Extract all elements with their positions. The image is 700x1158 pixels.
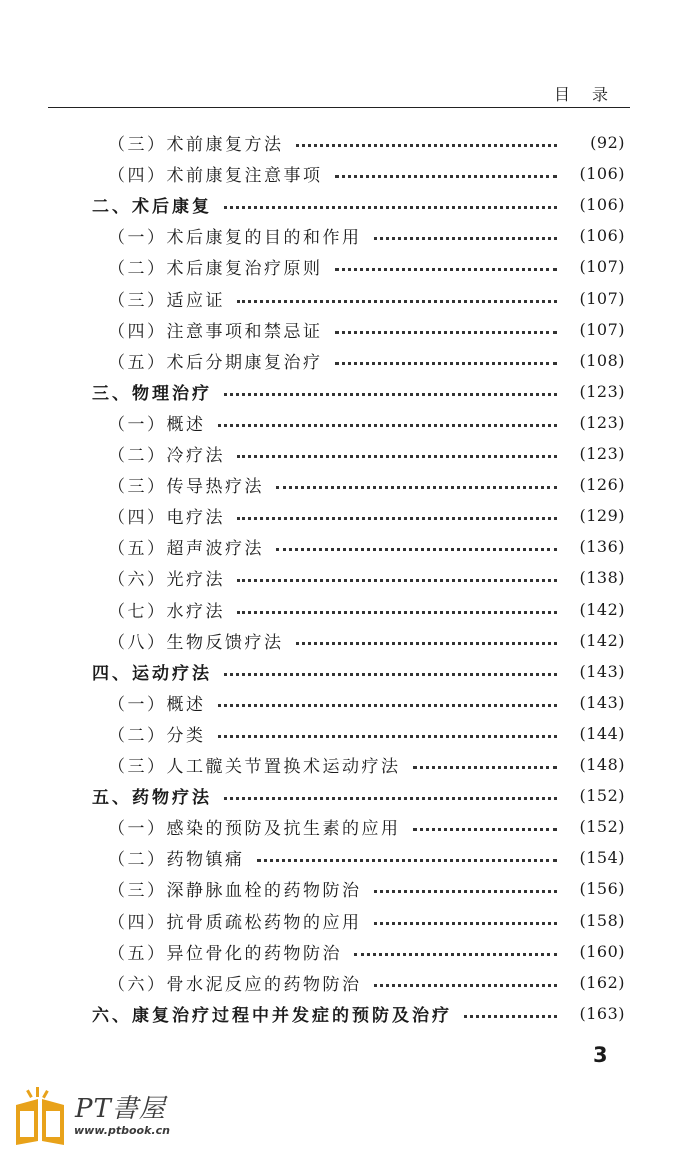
toc-entry-page: (106) xyxy=(579,164,625,184)
toc-entry xyxy=(0,842,700,873)
toc-entry xyxy=(0,936,700,967)
toc-entry xyxy=(0,345,700,376)
toc-entry xyxy=(0,531,700,562)
toc-entry-title: （四）注意事项和禁忌证 xyxy=(108,321,323,342)
toc-entry-title: 三、物理治疗 xyxy=(92,383,212,404)
toc-entry-page: (144) xyxy=(579,723,625,743)
dot-leader xyxy=(413,766,558,769)
toc-entry-title: （五）异位骨化的药物防治 xyxy=(108,943,342,964)
toc-entry-title: （二）冷疗法 xyxy=(108,446,225,466)
toc-entry xyxy=(0,687,700,718)
toc-entry xyxy=(0,220,700,251)
dot-leader xyxy=(374,984,558,987)
toc-entry-title: （三）深静脉血栓的药物防治 xyxy=(108,881,362,902)
dot-leader xyxy=(276,548,557,551)
dot-leader xyxy=(224,393,557,396)
dot-leader xyxy=(335,331,558,334)
toc-entry-page: (142) xyxy=(579,630,625,650)
toc-entry-title: （二）药物镇痛 xyxy=(108,850,245,871)
toc-entry-page: (152) xyxy=(579,786,625,806)
toc-entry-title: 四、运动疗法 xyxy=(92,663,212,684)
toc-entry-title: （三）人工髋关节置换术运动疗法 xyxy=(108,757,401,777)
toc-entry-title: 五、药物疗法 xyxy=(92,788,212,809)
toc-entry-page: (107) xyxy=(579,257,625,277)
toc-entry-title: 六、康复治疗过程中并发症的预防及治疗 xyxy=(92,1005,452,1026)
toc-entry xyxy=(0,873,700,904)
toc-entry-page: (148) xyxy=(579,755,625,774)
dot-leader xyxy=(296,642,558,645)
dot-leader xyxy=(374,890,558,893)
header-rule xyxy=(48,107,630,108)
toc-entry-title: （四）抗骨质疏松药物的应用 xyxy=(108,912,362,933)
toc-entry xyxy=(0,158,700,189)
toc-entry xyxy=(0,967,700,998)
toc-entry-page: (138) xyxy=(579,568,625,588)
toc-entry-page: (154) xyxy=(579,848,625,868)
toc-entry-title: （四）电疗法 xyxy=(108,508,225,529)
toc-entry xyxy=(0,749,700,780)
dot-leader xyxy=(464,1015,557,1018)
toc-entry-page: (107) xyxy=(579,319,625,339)
toc-entry xyxy=(0,625,700,656)
toc-entry-title: （二）术后康复治疗原则 xyxy=(108,259,323,280)
toc-entry-page: (143) xyxy=(579,692,625,712)
toc-entry-page: (108) xyxy=(579,350,625,370)
dot-leader xyxy=(335,268,558,271)
toc-entry xyxy=(0,407,700,438)
page-header: 目录 xyxy=(553,85,630,104)
toc-entry-page: (163) xyxy=(579,1003,625,1023)
toc-entry-page: (136) xyxy=(579,537,625,557)
toc-entry xyxy=(0,562,700,593)
toc-entry-title: （五）超声波疗法 xyxy=(108,539,264,560)
toc-entry-page: (126) xyxy=(579,475,625,495)
toc-entry xyxy=(0,314,700,345)
toc-entry-title: （一）概述 xyxy=(108,694,206,715)
toc-entry xyxy=(0,438,700,469)
toc-entry-title: （一）术后康复的目的和作用 xyxy=(108,228,362,249)
toc-entry-page: (142) xyxy=(579,599,625,619)
toc-entry-page: (129) xyxy=(579,506,625,526)
toc-entry-page: (123) xyxy=(579,444,625,463)
toc-entry-title: （三）传导热疗法 xyxy=(108,477,264,498)
dot-leader xyxy=(237,300,557,303)
toc-entry xyxy=(0,998,700,1029)
toc-entry xyxy=(0,811,700,842)
toc-entry xyxy=(0,189,700,220)
toc-entry xyxy=(0,718,700,749)
page-number: 3 xyxy=(593,1043,608,1067)
dot-leader xyxy=(218,735,558,738)
watermark-text: PT書屋 xyxy=(75,1094,166,1124)
dot-leader xyxy=(218,424,558,427)
toc-entry-title: （七）水疗法 xyxy=(108,601,225,622)
toc-entry-title: （五）术后分期康复治疗 xyxy=(108,352,323,373)
toc-entry-title: 二、术后康复 xyxy=(92,197,212,218)
toc-entry-title: （三）适应证 xyxy=(108,290,225,311)
toc-entry-page: (162) xyxy=(579,972,625,992)
dot-leader xyxy=(335,175,558,178)
watermark-url: www.ptbook.cn xyxy=(74,1124,170,1137)
toc-entry xyxy=(0,500,700,531)
toc-entry-title: （一）感染的预防及抗生素的应用 xyxy=(108,819,401,840)
toc-entry-page: (143) xyxy=(579,661,625,681)
dot-leader xyxy=(374,237,558,240)
dot-leader xyxy=(413,828,558,831)
toc-entry xyxy=(0,594,700,625)
dot-leader xyxy=(218,704,558,707)
toc-entry-title: （三）术前康复方法 xyxy=(108,135,284,155)
toc-entry-title: （四）术前康复注意事项 xyxy=(108,166,323,187)
toc-entry-title: （二）分类 xyxy=(108,725,206,746)
dot-leader xyxy=(296,144,558,147)
dot-leader xyxy=(224,206,557,209)
dot-leader xyxy=(335,362,558,365)
toc-entry-page: (106) xyxy=(579,195,625,215)
toc-entry-title: （八）生物反馈疗法 xyxy=(108,632,284,653)
dot-leader xyxy=(224,797,557,800)
dot-leader xyxy=(237,611,557,614)
toc-entry xyxy=(0,127,700,158)
toc-entry xyxy=(0,376,700,407)
toc-entry-title: （六）骨水泥反应的药物防治 xyxy=(108,974,362,995)
toc-entry-page: (160) xyxy=(579,941,625,961)
toc-entry-page: (107) xyxy=(579,288,625,308)
dot-leader xyxy=(257,859,558,862)
toc-entry xyxy=(0,656,700,687)
toc-entry-page: (123) xyxy=(579,381,625,401)
dot-leader xyxy=(237,517,557,520)
toc-entry xyxy=(0,283,700,314)
dot-leader xyxy=(354,953,557,956)
toc-entry-title: （一）概述 xyxy=(108,414,206,435)
toc-entry-page: (123) xyxy=(579,412,625,432)
dot-leader xyxy=(224,673,557,676)
toc-entry-page: (106) xyxy=(579,226,625,246)
dot-leader xyxy=(276,486,557,489)
toc-entry xyxy=(0,905,700,936)
toc-entry-title: （六）光疗法 xyxy=(108,570,225,591)
toc-entry xyxy=(0,251,700,282)
toc-entry-page: (156) xyxy=(579,879,625,899)
dot-leader xyxy=(374,922,558,925)
toc-entry xyxy=(0,780,700,811)
toc-entry-page: (152) xyxy=(579,817,625,837)
dot-leader xyxy=(237,455,557,458)
toc-entry-page: (158) xyxy=(579,910,625,930)
toc-entry-page: (92) xyxy=(590,133,625,152)
dot-leader xyxy=(237,579,557,582)
toc-entry xyxy=(0,469,700,500)
